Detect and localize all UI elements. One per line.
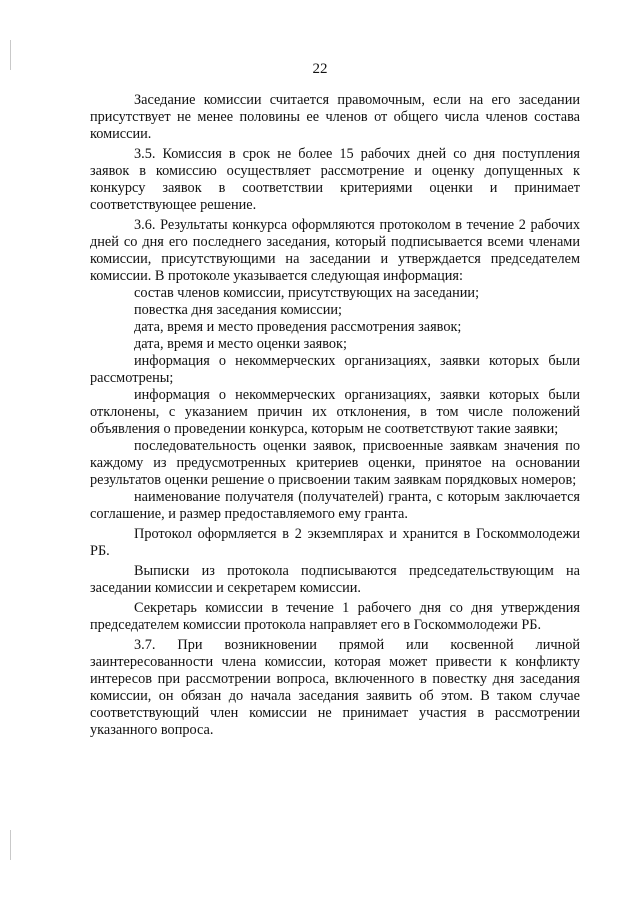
paragraph-extracts: Выписки из протокола подписываются председательствующим на заседании комиссии и секретарем комиссии.: [90, 563, 580, 596]
list-item: наименование получателя (получателей) гранта, с которым заключается соглашение, и размер предоставляемого ему гранта.: [90, 489, 580, 522]
paragraph-quorum: Заседание комиссии считается правомочным, если на его заседании присутствует не менее половины ее членов от общего числа членов состава комиссии.: [90, 92, 580, 142]
page-number: 22: [312, 61, 328, 77]
protocol-info-list: [90, 285, 580, 523]
paragraph-3-6: 3.6. Результаты конкурса оформляются протоколом в течение 2 рабочих дней со дня его последнего заседания, который подписывается всеми членами комиссии, присутствующими на заседании и утверждается председателем комиссии. В протоколе указывается следующая информация:: [90, 217, 580, 284]
scan-edge-mark: [10, 830, 11, 860]
paragraph-protocol-copies: Протокол оформляется в 2 экземплярах и хранится в Госкоммолодежи РБ.: [90, 526, 580, 559]
list-item: последовательность оценки заявок, присвоенные заявкам значения по каждому из предусмотренных критериев оценки, принятое на основании результатов оценки решение о присвоении таким заявкам порядковых номеров;: [90, 438, 580, 488]
document-body: [90, 92, 580, 739]
list-item: информация о некоммерческих организациях, заявки которых были отклонены, с указанием причин их отклонения, в том числе положений объявления о проведении конкурса, которым не соответствуют такие заявки;: [90, 387, 580, 437]
paragraph-secretary: Секретарь комиссии в течение 1 рабочего дня со дня утверждения председателем комиссии протокола направляет его в Госкоммолодежи РБ.: [90, 600, 580, 633]
list-item: дата, время и место оценки заявок;: [134, 336, 347, 352]
list-item: состав членов комиссии, присутствующих на заседании;: [134, 285, 480, 301]
list-item: дата, время и место проведения рассмотрения заявок;: [134, 319, 462, 335]
list-item: информация о некоммерческих организациях, заявки которых были рассмотрены;: [90, 353, 580, 386]
list-item: повестка дня заседания комиссии;: [134, 302, 342, 318]
paragraph-3-5: 3.5. Комиссия в срок не более 15 рабочих дней со дня поступления заявок в комиссию осуществляет рассмотрение и оценку допущенных к конкурсу заявок в соответствии критериями оценки и принимает соответствующее решение.: [90, 146, 580, 213]
paragraph-3-7: 3.7. При возникновении прямой или косвенной личной заинтересованности члена комиссии, которая может привести к конфликту интересов при рассмотрении вопроса, включенного в повестку дня заседания комиссии, он обязан до начала заседания заявить об этом. В таком случае соответствующий член комиссии не принимает участия в рассмотрении указанного вопроса.: [90, 637, 580, 738]
